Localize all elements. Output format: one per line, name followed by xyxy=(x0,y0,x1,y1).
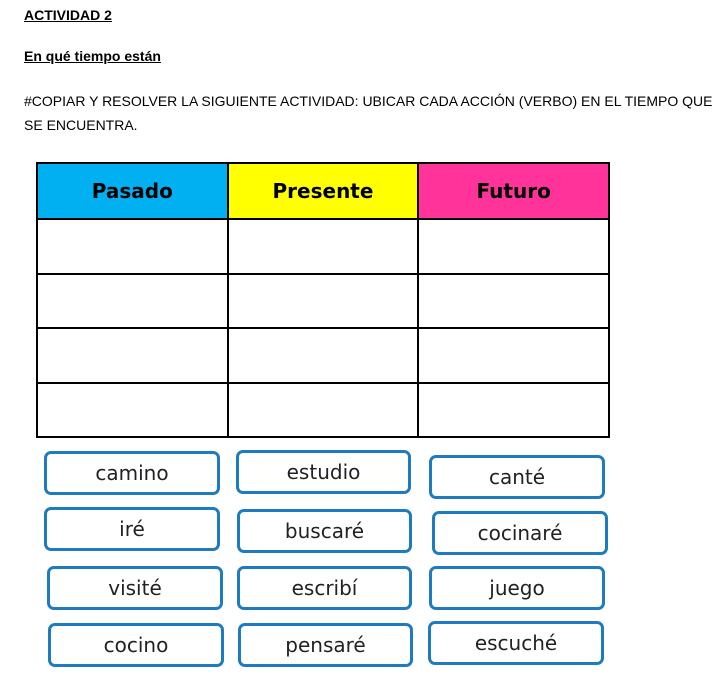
table-cell xyxy=(37,383,228,438)
table-header-row xyxy=(37,163,609,219)
word-card-escuche[interactable]: escuché xyxy=(428,621,604,665)
word-card-escribi[interactable]: escribí xyxy=(237,566,412,610)
table-row xyxy=(37,328,609,383)
header-pasado: Pasado xyxy=(37,163,228,219)
table-cell xyxy=(228,274,419,329)
word-card-ire[interactable]: iré xyxy=(44,507,220,551)
table-row xyxy=(37,274,609,329)
table-row xyxy=(37,383,609,438)
header-presente: Presente xyxy=(228,163,419,219)
table-cell xyxy=(418,274,609,329)
table-cell xyxy=(37,219,228,274)
header-futuro: Futuro xyxy=(418,163,609,219)
table-cell xyxy=(228,219,419,274)
word-card-juego[interactable]: juego xyxy=(429,566,605,610)
word-card-buscare[interactable]: buscaré xyxy=(237,509,412,553)
word-card-cante[interactable]: canté xyxy=(429,455,605,499)
table-cell xyxy=(418,219,609,274)
word-card-visite[interactable]: visité xyxy=(47,566,223,610)
table-cell xyxy=(228,328,419,383)
table-cell xyxy=(228,383,419,438)
table-cell xyxy=(418,383,609,438)
table-cell xyxy=(37,274,228,329)
word-card-cocinare[interactable]: cocinaré xyxy=(432,511,608,555)
tense-table xyxy=(36,162,610,438)
word-card-cocino[interactable]: cocino xyxy=(48,623,224,667)
word-card-camino[interactable]: camino xyxy=(44,451,220,495)
table-cell xyxy=(37,328,228,383)
table-row xyxy=(37,219,609,274)
activity-subtitle: En qué tiempo están xyxy=(24,48,161,64)
word-card-estudio[interactable]: estudio xyxy=(236,450,411,494)
activity-instructions: #COPIAR Y RESOLVER LA SIGUIENTE ACTIVIDAD: UBICAR CADA ACCIÓN (VERBO) EN EL TIEMPO QUE SE ENCUENTRA. xyxy=(24,93,713,133)
word-card-pensare[interactable]: pensaré xyxy=(238,623,413,667)
activity-title: ACTIVIDAD 2 xyxy=(24,7,112,23)
table-cell xyxy=(418,328,609,383)
